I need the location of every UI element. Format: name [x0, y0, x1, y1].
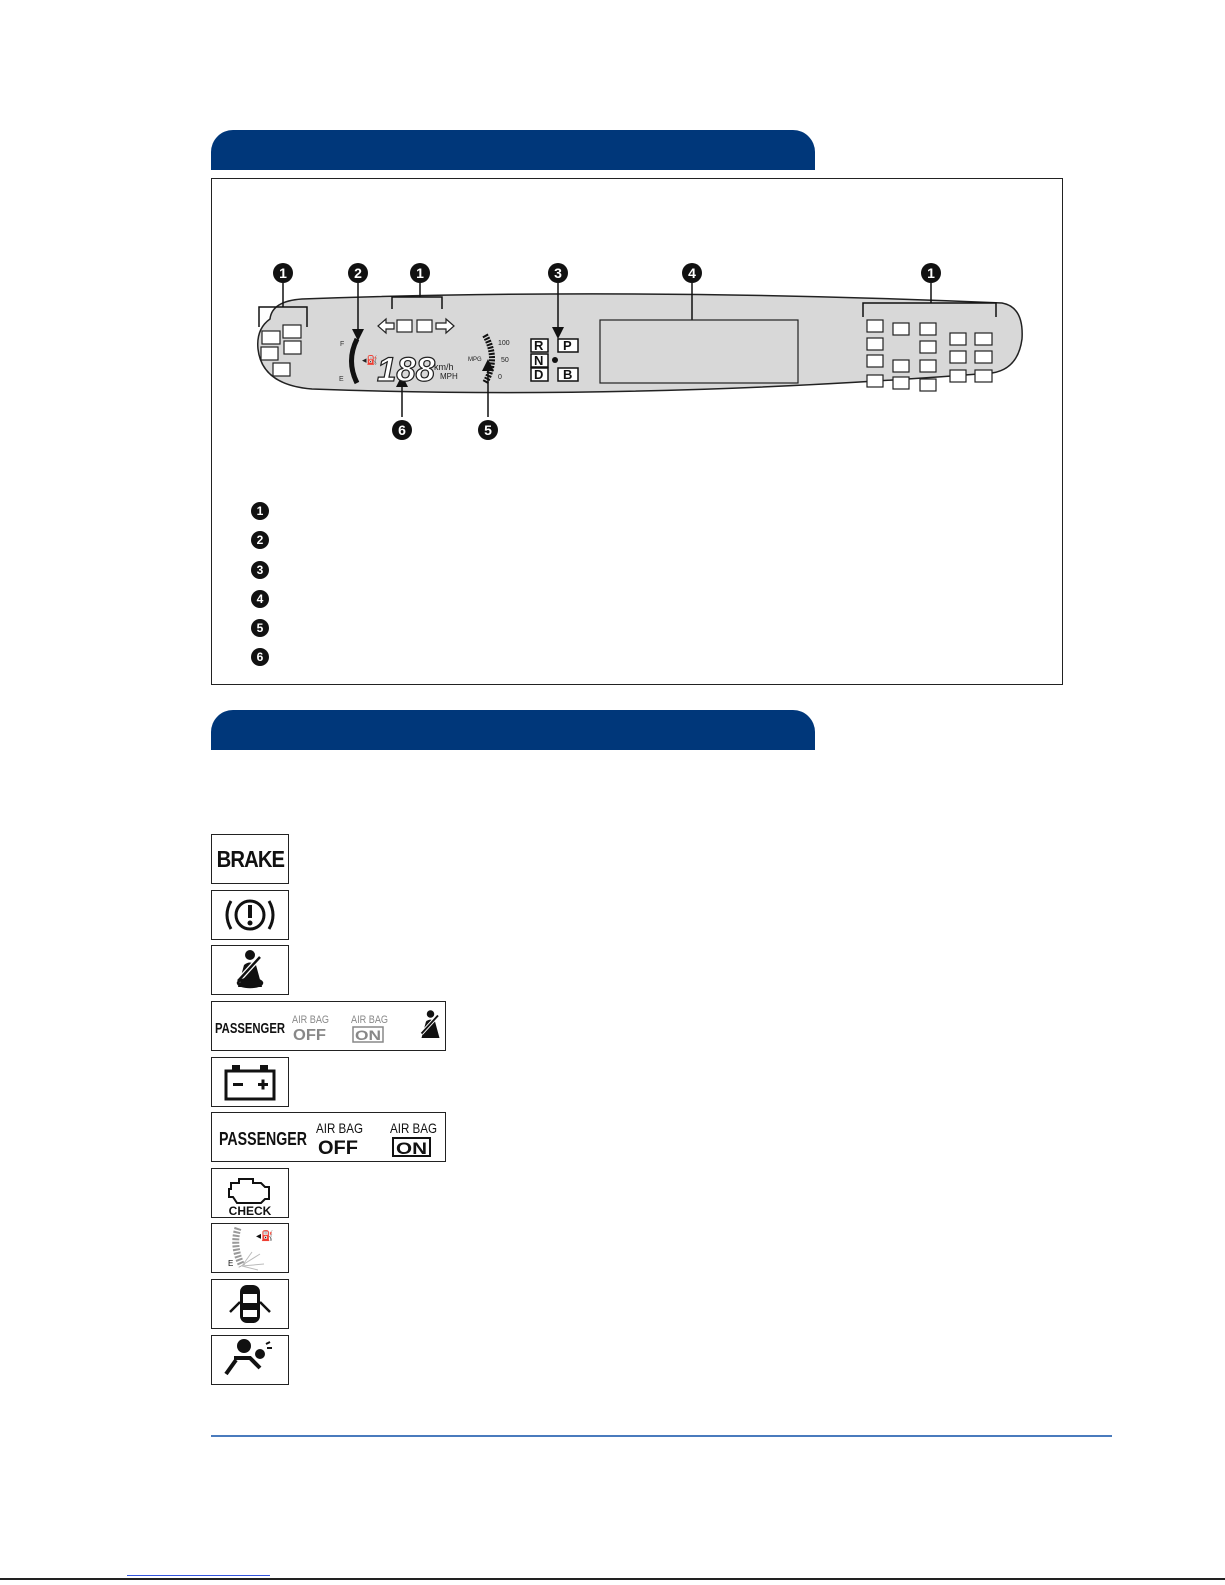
speed-unit-kmh: km/h	[434, 362, 454, 372]
fuel-full-label: F	[340, 341, 345, 348]
warning-light	[283, 325, 301, 338]
airbag-icon	[220, 1336, 280, 1384]
callout-badge	[348, 263, 368, 283]
callout-badge	[273, 263, 293, 283]
indicator-light	[397, 320, 412, 332]
svg-text:ON: ON	[396, 1139, 427, 1158]
open-door-car-icon	[220, 1280, 280, 1328]
callout-badge	[392, 420, 412, 440]
instrument-cluster-diagram	[212, 179, 1062, 684]
mpg-label: MPG	[468, 357, 482, 363]
svg-text:1: 1	[279, 265, 287, 281]
seatbelt-icon	[220, 947, 280, 993]
passenger-seatbelt-indicator	[211, 1001, 446, 1051]
svg-text:AIR BAG: AIR BAG	[292, 1014, 329, 1026]
warning-light	[950, 333, 966, 345]
instrument-cluster-panel	[211, 178, 1063, 685]
svg-text:AIR BAG: AIR BAG	[351, 1014, 388, 1026]
speed-unit-mph: MPH	[440, 372, 458, 381]
svg-text:ON: ON	[355, 1027, 381, 1043]
fuel-pump-icon: ◂⛽	[256, 1231, 274, 1242]
brake-warning-indicator	[211, 834, 289, 884]
fuel-empty-label: E	[339, 376, 344, 383]
warning-light	[261, 347, 278, 360]
svg-text:AIR BAG: AIR BAG	[390, 1120, 437, 1136]
svg-text:OFF: OFF	[318, 1138, 358, 1159]
warning-light	[273, 363, 290, 376]
battery-icon	[218, 1060, 282, 1104]
charging-system-indicator	[211, 1057, 289, 1107]
warning-light	[920, 323, 936, 335]
warning-light	[867, 355, 883, 367]
svg-text:E: E	[228, 1259, 234, 1268]
warning-light	[950, 370, 966, 382]
multi-information-display	[600, 320, 798, 383]
callout-badge	[548, 263, 568, 283]
door-open-indicator	[211, 1279, 289, 1329]
brake-system-icon	[215, 892, 285, 938]
speed-readout: 188	[377, 351, 436, 389]
warning-light	[284, 341, 301, 354]
mpg-tick-100: 100	[498, 340, 510, 347]
callout-badge	[410, 263, 430, 283]
legend-badge-1: 1	[251, 502, 269, 520]
warning-light	[867, 338, 883, 350]
svg-text:PASSENGER: PASSENGER	[215, 1020, 286, 1037]
gear-r: R	[534, 338, 544, 353]
svg-text:1: 1	[416, 265, 424, 281]
svg-text:6: 6	[398, 422, 406, 438]
seatbelt-reminder-indicator	[211, 945, 289, 995]
warning-light	[975, 351, 992, 363]
warning-light	[950, 351, 966, 363]
page-bottom-edge	[0, 1578, 1225, 1580]
check-engine-icon	[215, 1169, 285, 1217]
legend-badge-3: 3	[251, 561, 269, 579]
brake-label: BRAKE	[216, 845, 284, 872]
warning-light	[975, 370, 992, 382]
section-header-instrument-cluster	[211, 130, 815, 170]
callout-badge	[921, 263, 941, 283]
brake-system-indicator	[211, 890, 289, 940]
gear-selector-dot	[552, 357, 558, 363]
warning-light	[867, 375, 883, 387]
legend-badge-5: 5	[251, 619, 269, 637]
passenger-airbag-icon	[212, 1113, 445, 1161]
warning-light	[920, 341, 936, 353]
footer-link-underline	[127, 1575, 270, 1576]
gear-d: D	[534, 367, 544, 382]
svg-text:5: 5	[484, 422, 492, 438]
check-engine-indicator	[211, 1168, 289, 1218]
passenger-airbag-status-indicator	[211, 1112, 446, 1162]
fuel-pump-icon: ◂⛽	[362, 355, 378, 365]
warning-light	[893, 360, 909, 372]
callout-badge	[478, 420, 498, 440]
low-fuel-indicator	[211, 1223, 289, 1273]
svg-text:4: 4	[688, 265, 696, 281]
section-header-indicators	[211, 710, 815, 750]
warning-light	[920, 360, 936, 372]
warning-light	[893, 377, 909, 389]
warning-light	[867, 320, 883, 332]
warning-light	[920, 379, 936, 391]
svg-text:AIR BAG: AIR BAG	[316, 1120, 363, 1136]
mpg-tick-50: 50	[501, 357, 509, 364]
warning-light	[262, 331, 280, 344]
srs-airbag-indicator	[211, 1335, 289, 1385]
svg-text:PASSENGER: PASSENGER	[219, 1129, 307, 1149]
gear-n: N	[534, 353, 544, 368]
warning-light	[893, 323, 909, 335]
svg-text:1: 1	[927, 265, 935, 281]
footer-rule	[211, 1435, 1112, 1437]
callout-badge	[682, 263, 702, 283]
legend-badge-4: 4	[251, 590, 269, 608]
svg-text:3: 3	[554, 265, 562, 281]
svg-text:2: 2	[354, 265, 362, 281]
legend-badge-2: 2	[251, 531, 269, 549]
warning-light	[975, 333, 992, 345]
gear-b: B	[563, 367, 573, 382]
indicator-light	[417, 320, 432, 332]
legend-badge-6: 6	[251, 648, 269, 666]
low-fuel-icon	[212, 1224, 288, 1272]
svg-text:OFF: OFF	[293, 1027, 327, 1044]
passenger-airbag-seatbelt-icon	[212, 1002, 445, 1050]
gear-p: P	[563, 338, 572, 353]
mpg-tick-0: 0	[498, 374, 502, 381]
svg-text:CHECK: CHECK	[228, 1204, 272, 1217]
